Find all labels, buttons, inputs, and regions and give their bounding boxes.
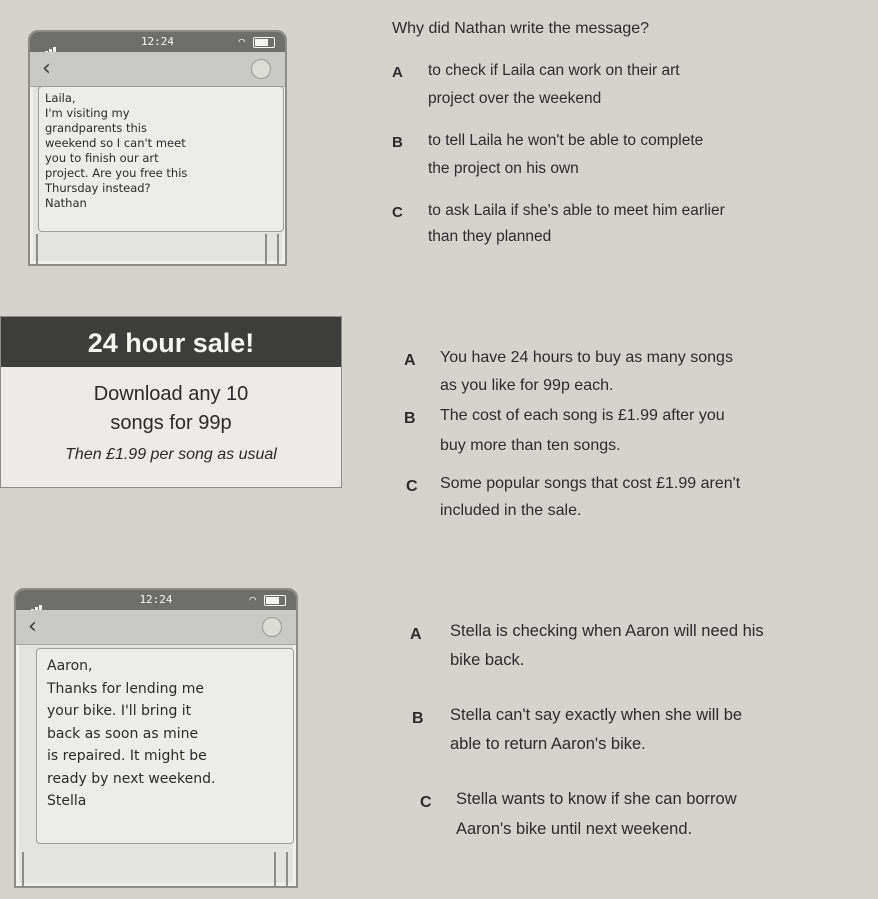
message-bubble: Laila, I'm visiting my grandparents this weekend so I can't meet you to finish our art project. Are you free this Thursday instead? Nathan bbox=[38, 86, 284, 232]
sale-line-2: songs for 99p bbox=[110, 412, 232, 434]
battery-icon bbox=[264, 595, 286, 606]
q1-option-a-letter: A bbox=[392, 64, 403, 81]
status-bar bbox=[16, 590, 296, 610]
q1-option-c-line1: to ask Laila if she's able to meet him earlier bbox=[428, 202, 725, 219]
message-header bbox=[30, 52, 285, 87]
phone-rail bbox=[265, 234, 267, 264]
phone-rail bbox=[36, 234, 38, 264]
phone-message-stella bbox=[14, 588, 298, 888]
q3-option-b-letter: B bbox=[412, 710, 424, 727]
q3-option-a-letter: A bbox=[410, 626, 422, 643]
back-chevron-icon[interactable]: ‹ bbox=[28, 614, 37, 639]
message-header bbox=[16, 610, 296, 645]
q1-option-b-letter: B bbox=[392, 134, 403, 151]
q3-option-a-line2: bike back. bbox=[450, 651, 525, 669]
q1-option-b-line2: the project on his own bbox=[428, 160, 579, 177]
contact-avatar-icon bbox=[262, 617, 282, 637]
back-chevron-icon[interactable]: ‹ bbox=[42, 56, 51, 81]
wifi-icon: ◠ bbox=[249, 593, 256, 606]
q3-option-c-line1: Stella wants to know if she can borrow bbox=[456, 790, 737, 808]
q1-option-a-line1: to check if Laila can work on their art bbox=[428, 62, 680, 79]
phone-message-nathan bbox=[28, 30, 287, 266]
sale-line-1: Download any 10 bbox=[93, 383, 249, 405]
contact-avatar-icon bbox=[251, 59, 271, 79]
q3-option-b-line1: Stella can't say exactly when she will be bbox=[450, 706, 743, 724]
phone-rail bbox=[277, 234, 279, 264]
q1-option-b-line1: to tell Laila he won't be able to complete bbox=[428, 132, 704, 149]
sale-line-3: Then £1.99 per song as usual bbox=[65, 446, 277, 463]
q2-option-c-letter: C bbox=[406, 478, 418, 495]
q1-option-c-letter: C bbox=[392, 204, 403, 221]
q2-option-b-letter: B bbox=[404, 410, 416, 427]
q2-option-a-line2: as you like for 99p each. bbox=[440, 377, 614, 394]
sale-title: 24 hour sale! bbox=[1, 317, 341, 367]
question-1-text: Why did Nathan write the message? bbox=[392, 20, 650, 37]
q3-option-c-line2: Aaron's bike until next weekend. bbox=[456, 820, 693, 838]
q3-option-c-letter: C bbox=[420, 794, 432, 811]
q1-option-c-line2: than they planned bbox=[428, 228, 552, 245]
q2-option-c-line2: included in the sale. bbox=[440, 502, 582, 519]
message-bubble: Aaron, Thanks for lending me your bike. I'll bring it back as soon as mine is repaired. It might be ready by next weekend. Stella bbox=[36, 648, 294, 844]
status-time: 12:24 bbox=[140, 35, 175, 48]
wifi-icon: ◠ bbox=[238, 35, 245, 48]
q2-option-b-line1: The cost of each song is £1.99 after you bbox=[440, 407, 725, 424]
phone-rail bbox=[22, 852, 24, 886]
status-time: 12:24 bbox=[139, 593, 173, 606]
q2-option-c-line1: Some popular songs that cost £1.99 aren't bbox=[440, 475, 741, 492]
phone-rail bbox=[274, 852, 276, 886]
q2-option-a-letter: A bbox=[404, 352, 416, 369]
signal-icon bbox=[40, 36, 58, 46]
q2-option-b-line2: buy more than ten songs. bbox=[440, 437, 621, 454]
sale-advert bbox=[0, 316, 342, 488]
q3-option-a-line1: Stella is checking when Aaron will need his bbox=[450, 622, 764, 640]
q1-option-a-line2: project over the weekend bbox=[428, 90, 602, 107]
q2-option-a-line1: You have 24 hours to buy as many songs bbox=[440, 349, 733, 366]
battery-icon bbox=[253, 37, 275, 48]
signal-icon bbox=[26, 594, 44, 604]
q3-option-b-line2: able to return Aaron's bike. bbox=[450, 735, 646, 753]
status-bar bbox=[30, 32, 285, 52]
phone-rail bbox=[286, 852, 288, 886]
